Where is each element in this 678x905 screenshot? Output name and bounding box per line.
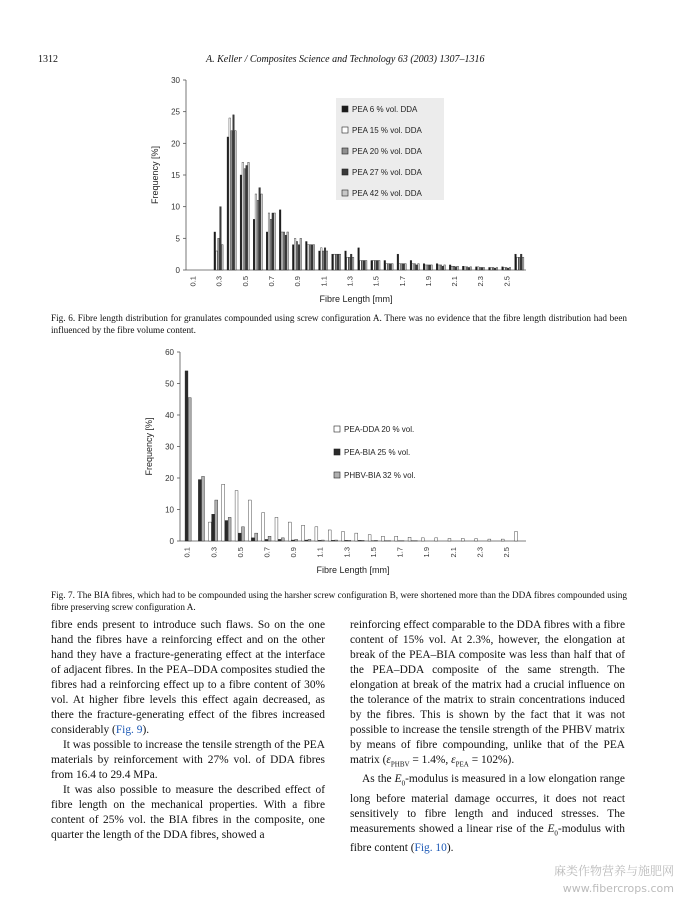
- legend-label-2: PEA 20 % vol. DDA: [352, 147, 422, 156]
- bar-6-s4-1.9: [431, 265, 433, 270]
- bar-6-s3-0.7: [272, 213, 274, 270]
- y-tick-label: 5: [175, 234, 180, 244]
- bar-7-s2-0.4: [228, 517, 231, 541]
- legend-label-0: PEA 6 % vol. DDA: [352, 105, 418, 114]
- body-left-paragraph-3: It was also possible to measure the described effect of fibre length on the mechanical properties. With a fibre content of 25% vol. the BIA fibres in the composite, one quarter the length of the DDA fibres, showed a: [51, 784, 325, 841]
- figure-7-caption: Fig. 7. The BIA fibres, which had to be compounded using the harsher screw configuration B, were shortened more than the DDA fibres compounded using fibre preserving screw configuration A.: [51, 590, 627, 612]
- x-tick-label: 0.9: [293, 276, 303, 287]
- bar-7-s1-0.6: [252, 538, 255, 541]
- bar-7-s0-2.3: [475, 539, 478, 541]
- figure-6-caption: Fig. 6. Fibre length distribution for granulates compounded using screw configuration A. There was no evidence that the fibre length distribution had been influenced by the fibre volume content.: [51, 313, 627, 335]
- bar-7-s1-0.9: [292, 540, 295, 541]
- bar-6-s0-2.4: [489, 267, 491, 270]
- bar-7-s1-0.1: [185, 371, 188, 541]
- legend-label-1: PEA 15 % vol. DDA: [352, 126, 422, 135]
- legend: [336, 98, 444, 200]
- bar-6-s2-2.4: [492, 267, 494, 270]
- y-tick-label: 50: [165, 379, 174, 389]
- bar-6-s4-2.1: [457, 266, 459, 270]
- body-left-column: [51, 618, 325, 843]
- bar-6-s4-2.0: [444, 265, 446, 270]
- bar-7-s0-1.5: [368, 535, 371, 541]
- bar-6-s2-0.3: [218, 238, 220, 270]
- x-tick-label: 0.3: [209, 547, 219, 558]
- bar-6-s2-0.4: [231, 131, 233, 270]
- bar-6-s1-1.3: [347, 257, 349, 270]
- running-title: A. Keller / Composites Science and Technology 63 (2003) 1307–1316: [206, 54, 485, 65]
- bar-6-s4-1.2: [339, 254, 341, 270]
- bar-7-s0-0.4: [222, 484, 225, 541]
- y-tick-label: 15: [171, 171, 180, 180]
- x-tick-label: 1.7: [397, 276, 407, 287]
- bar-7-s0-2.2: [461, 538, 464, 541]
- bar-6-s0-2.1: [449, 265, 451, 270]
- bar-7-s0-2.0: [435, 538, 438, 541]
- y-tick-label: 20: [171, 139, 180, 149]
- x-axis-label: Fibre Length [mm]: [316, 565, 390, 575]
- bar-7-s2-0.5: [241, 527, 244, 541]
- legend-swatch-1: [342, 127, 348, 133]
- bar-6-s1-0.6: [255, 194, 257, 270]
- legend-swatch-0: [334, 426, 340, 432]
- bar-6-s1-1.2: [334, 254, 336, 270]
- bar-6-s1-0.7: [268, 213, 270, 270]
- bar-6-s2-2.0: [440, 265, 442, 270]
- legend-label-3: PEA 27 % vol. DDA: [352, 168, 422, 177]
- bar-6-s1-0.4: [229, 118, 231, 270]
- bar-6-s1-0.8: [281, 232, 283, 270]
- bar-6-s4-0.8: [287, 232, 289, 270]
- bar-6-s0-2.5: [502, 267, 504, 270]
- bar-6-s0-0.5: [240, 175, 242, 270]
- bar-6-s2-2.3: [479, 267, 481, 270]
- bar-7-s0-1.8: [408, 537, 411, 541]
- bar-6-s3-2.1: [455, 267, 457, 270]
- legend-swatch-2: [334, 472, 340, 478]
- bar-6-s0-1.0: [306, 242, 308, 271]
- bar-7-s0-1.7: [395, 536, 398, 541]
- y-tick-label: 20: [165, 474, 174, 483]
- bar-6-s4-0.4: [235, 131, 237, 270]
- y-axis-label: Frequency [%]: [150, 145, 160, 205]
- x-tick-label: 1.7: [395, 547, 405, 558]
- bar-6-s3-0.3: [220, 207, 222, 270]
- x-tick-label: 2.1: [448, 547, 458, 558]
- bar-6-s1-1.1: [320, 248, 322, 270]
- legend-label-2: PHBV-BIA 32 % vol.: [344, 471, 416, 480]
- bar-6-s0-0.4: [227, 137, 229, 270]
- bar-7-s1-1.3: [345, 540, 348, 541]
- bar-7-s2-1.2: [335, 540, 338, 541]
- bar-6-s1-1.4: [360, 261, 362, 271]
- y-tick-label: 10: [165, 505, 174, 515]
- bar-6-s1-2.6: [517, 257, 519, 270]
- bar-7-s1-0.3: [212, 514, 215, 541]
- page-number: 1312: [38, 54, 58, 65]
- legend-swatch-3: [342, 169, 348, 175]
- bar-7-s0-0.8: [275, 517, 278, 541]
- bar-6-s4-1.3: [352, 257, 354, 270]
- figure-7-chart: [120, 342, 540, 582]
- x-tick-label: 1.3: [342, 547, 352, 558]
- legend-swatch-0: [342, 106, 348, 112]
- bar-7-s1-0.2: [198, 480, 201, 541]
- bar-6-s2-2.5: [505, 267, 507, 270]
- y-tick-label: 10: [171, 202, 180, 212]
- bar-6-s3-1.5: [377, 261, 379, 271]
- bar-7-s2-0.1: [188, 398, 191, 541]
- x-axis-label: Fibre Length [mm]: [319, 294, 393, 304]
- bar-7-s2-0.3: [215, 500, 218, 541]
- bar-7-s2-1.0: [308, 539, 311, 541]
- y-tick-label: 25: [171, 107, 180, 117]
- bar-6-s3-2.0: [442, 266, 444, 270]
- bar-6-s2-2.2: [466, 267, 468, 270]
- bar-6-s2-1.5: [375, 261, 377, 271]
- bar-6-s0-0.8: [279, 210, 281, 270]
- bar-6-s4-2.4: [496, 267, 498, 270]
- bar-7-s1-1.4: [358, 540, 361, 541]
- bar-6-s4-0.6: [261, 194, 263, 270]
- x-tick-label: 2.5: [502, 547, 512, 558]
- x-tick-label: 0.7: [267, 276, 276, 287]
- bar-7-s0-2.4: [488, 539, 491, 541]
- legend-label-0: PEA-DDA 20 % vol.: [344, 425, 415, 434]
- bar-6-s2-1.0: [309, 245, 311, 270]
- bar-7-s0-0.6: [248, 500, 251, 541]
- fig-10-link[interactable]: Fig. 10: [414, 841, 447, 854]
- x-tick-label: 1.5: [371, 276, 381, 287]
- bar-6-s3-1.9: [429, 265, 431, 270]
- bar-7-s2-0.9: [295, 539, 298, 541]
- bar-6-s0-2.3: [476, 267, 478, 270]
- bar-6-s1-1.0: [307, 245, 309, 270]
- x-tick-label: 0.5: [235, 547, 245, 558]
- bar-6-s4-1.0: [313, 245, 315, 270]
- bar-6-s4-0.7: [274, 213, 276, 270]
- bar-7-s2-0.6: [255, 533, 258, 541]
- bar-7-s0-0.3: [208, 522, 211, 541]
- body-right-paragraph-2: As the $E_0$-modulus is measured in a low elongation range long before material damage occurres, it does not react sensitively to fibre length and induced stresses. The measurements showed a linear rise of the $E_0$-modulus with fibre content (Fig. 10).: [350, 773, 625, 854]
- y-tick-label: 0: [175, 266, 180, 275]
- x-tick-label: 0.1: [182, 547, 192, 558]
- x-tick-label: 2.3: [475, 547, 485, 558]
- bar-6-s4-2.5: [509, 267, 511, 270]
- bar-6-s3-1.3: [350, 254, 352, 270]
- bar-6-s0-1.3: [345, 251, 347, 270]
- bar-7-s2-1.4: [361, 540, 364, 541]
- bar-7-s0-1.4: [355, 533, 358, 541]
- bar-6-s3-1.8: [416, 265, 418, 270]
- figure-6-chart: [120, 68, 540, 308]
- bar-6-s1-2.1: [451, 266, 453, 270]
- bar-6-s1-1.8: [412, 264, 414, 270]
- bar-6-s2-1.9: [427, 265, 429, 270]
- bar-6-s0-0.6: [253, 219, 255, 270]
- bar-7-s1-0.7: [265, 539, 268, 541]
- bar-7-s1-1.2: [331, 540, 334, 541]
- legend-label-1: PEA-BIA 25 % vol.: [344, 448, 411, 457]
- bar-6-s3-2.3: [481, 267, 483, 270]
- legend-label-4: PEA 42 % vol. DDA: [352, 189, 422, 198]
- bar-7-s0-1.0: [302, 525, 305, 541]
- watermark-url: www.fibercrops.com: [562, 882, 674, 895]
- bar-7-s2-0.8: [281, 538, 284, 541]
- bar-6-s1-1.6: [386, 264, 388, 270]
- bar-7-s0-2.6: [515, 532, 518, 541]
- bar-6-s1-0.5: [242, 162, 244, 270]
- x-tick-label: 0.5: [240, 276, 250, 287]
- bar-6-s2-0.9: [296, 242, 298, 271]
- bar-6-s2-1.4: [362, 261, 364, 271]
- y-tick-label: 30: [171, 76, 180, 85]
- bar-6-s3-2.4: [494, 268, 496, 270]
- y-axis-label: Frequency [%]: [144, 417, 154, 476]
- x-tick-label: 1.1: [315, 547, 325, 558]
- bar-6-s3-1.6: [390, 264, 392, 270]
- bar-6-s0-2.2: [462, 266, 464, 270]
- bar-6-s1-2.5: [504, 267, 506, 270]
- bar-6-s0-0.7: [266, 232, 268, 270]
- bar-7-s0-1.9: [421, 538, 424, 541]
- fig-9-link[interactable]: Fig. 9: [115, 724, 143, 736]
- legend-swatch-4: [342, 190, 348, 196]
- bar-6-s1-0.3: [216, 251, 218, 270]
- bar-6-s0-1.2: [332, 254, 334, 270]
- bar-6-s0-2.0: [436, 264, 438, 270]
- x-tick-label: 2.3: [476, 276, 486, 287]
- bar-6-s0-1.6: [384, 261, 386, 271]
- bar-6-s1-2.4: [490, 267, 492, 270]
- x-tick-label: 2.1: [450, 276, 460, 287]
- bar-6-s2-0.5: [244, 169, 246, 270]
- x-tick-label: 0.7: [262, 547, 272, 558]
- bar-6-s3-1.2: [337, 254, 339, 270]
- bar-6-s1-1.5: [373, 261, 375, 271]
- bar-6-s4-1.4: [365, 261, 367, 271]
- bar-7-s0-1.3: [342, 532, 345, 541]
- bar-6-s3-2.2: [468, 267, 470, 270]
- bar-6-s2-0.8: [283, 232, 285, 270]
- watermark-chinese: 麻类作物营养与施肥网: [553, 864, 674, 878]
- body-right-paragraph-1: reinforcing effect comparable to the DDA fibres with a fibre content of 15% vol. At 2.3%, however, the elongation at break of the PEA–BIA composite was less than half that of the PEA–DDA composite of the same strength. The elongation at break of the matrix had a crucial influence on the tolerance of the matrix to strain concentrations induced by the fibres. This is shown by the fact that it was not possible to increase the tensile strength of the PHBV matrix by means of fibre compounding, unlike that of the PEA matrix ($\varepsilon_{PHBV} = 1.4\%$, $\varepsilon_{PEA} = 102\%$).: [350, 619, 625, 769]
- bar-6-s1-0.9: [294, 238, 296, 270]
- bar-6-s4-1.8: [418, 264, 420, 270]
- bar-6-s2-0.6: [257, 200, 259, 270]
- bar-6-s2-0.7: [270, 219, 272, 270]
- bar-6-s2-1.7: [401, 264, 403, 270]
- bar-6-s4-2.3: [483, 267, 485, 270]
- bar-6-s4-1.1: [326, 251, 328, 270]
- bar-6-s0-1.7: [397, 254, 399, 270]
- bar-7-s1-1.1: [318, 540, 321, 541]
- body-right-column: [350, 618, 625, 856]
- x-tick-label: 0.1: [188, 276, 198, 287]
- x-tick-label: 1.9: [422, 547, 432, 558]
- bar-7-s0-0.5: [235, 491, 238, 541]
- bar-7-s2-1.1: [321, 540, 324, 541]
- bar-6-s3-0.5: [246, 166, 248, 271]
- bar-6-s0-1.9: [423, 264, 425, 270]
- bar-6-s0-0.3: [214, 232, 216, 270]
- bar-6-s2-1.8: [414, 264, 416, 270]
- bar-6-s2-2.6: [519, 257, 521, 270]
- bar-6-s4-0.3: [222, 245, 224, 270]
- bar-6-s4-2.2: [470, 267, 472, 270]
- bar-6-s1-2.0: [438, 265, 440, 270]
- legend-swatch-2: [342, 148, 348, 154]
- bar-7-s0-0.9: [288, 522, 291, 541]
- bar-6-s0-2.6: [515, 254, 517, 270]
- bar-6-s3-2.5: [507, 268, 509, 270]
- bar-6-s3-1.1: [324, 248, 326, 270]
- bar-6-s0-1.4: [358, 248, 360, 270]
- bar-6-s1-1.7: [399, 264, 401, 270]
- x-tick-label: 1.9: [423, 276, 433, 287]
- bar-6-s3-0.4: [233, 115, 235, 270]
- bar-7-s0-2.1: [448, 538, 451, 541]
- x-tick-label: 1.1: [319, 276, 329, 287]
- bar-7-s0-0.7: [262, 513, 265, 541]
- bar-6-s3-2.6: [520, 254, 522, 270]
- bar-7-s1-1.0: [305, 540, 308, 541]
- bar-6-s0-1.5: [371, 261, 373, 271]
- bar-7-s0-2.5: [501, 539, 504, 541]
- legend-swatch-1: [334, 449, 340, 455]
- y-tick-label: 40: [165, 411, 174, 420]
- bar-6-s0-1.1: [319, 251, 321, 270]
- bar-6-s4-0.9: [300, 238, 302, 270]
- x-tick-label: 0.3: [214, 276, 224, 287]
- bar-6-s3-0.8: [285, 235, 287, 270]
- bar-6-s3-0.9: [298, 245, 300, 270]
- body-left-paragraph-2: It was possible to increase the tensile strength of the PEA materials by reinforcement with 27% vol. of DDA fibres from 16.4 to 29.4 MPa.: [51, 739, 325, 781]
- bar-7-s0-1.1: [315, 527, 318, 541]
- y-tick-label: 30: [165, 442, 174, 452]
- bar-7-s2-0.2: [202, 476, 205, 541]
- bar-7-s0-1.2: [328, 530, 331, 541]
- bar-6-s3-1.0: [311, 245, 313, 270]
- bar-6-s4-1.7: [405, 264, 407, 270]
- x-tick-label: 1.5: [368, 547, 378, 558]
- bar-7-s0-1.6: [381, 536, 384, 541]
- bar-6-s2-1.3: [349, 257, 351, 270]
- bar-6-s1-2.2: [464, 267, 466, 270]
- body-left-paragraph-1: fibre ends present to introduce such flaws. So on the one hand the fibres have a reinforcing effect and on the other hand they have a fracture-generating effect at the interface of adjacent fibres. In the PEA–DDA composites studied the fibres had a reinforcing effect up to a fibre content of 30% vol. At higher fibre levels this effect again decreased, as there the fracture-generating effect of the fibres increased considerably (Fig. 9).: [51, 619, 325, 736]
- bar-7-s2-0.7: [268, 536, 271, 541]
- bar-6-s2-2.1: [453, 266, 455, 270]
- y-tick-label: 0: [169, 537, 174, 546]
- bar-6-s2-1.1: [322, 251, 324, 270]
- x-tick-label: 1.3: [345, 276, 355, 287]
- bar-6-s4-0.5: [248, 162, 250, 270]
- y-tick-label: 60: [165, 348, 174, 357]
- bar-6-s4-2.6: [522, 257, 524, 270]
- x-tick-label: 2.5: [502, 276, 512, 287]
- bar-6-s0-1.8: [410, 261, 412, 271]
- bar-6-s0-0.9: [292, 245, 294, 270]
- legend: [334, 425, 416, 480]
- x-tick-label: 0.9: [289, 547, 299, 558]
- bar-6-s4-1.5: [378, 261, 380, 271]
- bar-6-s1-2.3: [477, 267, 479, 270]
- bar-7-s2-1.5: [375, 540, 378, 541]
- bar-6-s2-1.6: [388, 264, 390, 270]
- bar-6-s3-0.6: [259, 188, 261, 270]
- bar-6-s2-1.2: [335, 254, 337, 270]
- bar-6-s1-1.9: [425, 265, 427, 270]
- bar-6-s3-1.4: [363, 261, 365, 271]
- bar-6-s3-1.7: [403, 264, 405, 270]
- bar-7-s1-0.8: [278, 539, 281, 541]
- bar-7-s2-1.3: [348, 540, 351, 541]
- bar-7-s1-0.4: [225, 521, 228, 541]
- bar-7-s1-0.5: [238, 533, 241, 541]
- bar-6-s4-1.6: [392, 264, 394, 270]
